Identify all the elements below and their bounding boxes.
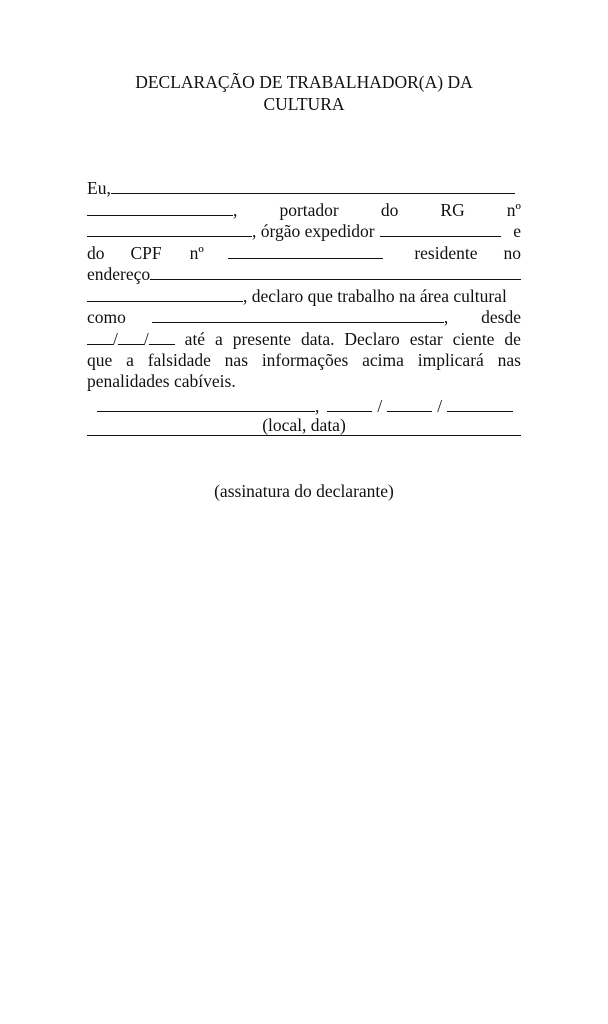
line-endereco	[87, 264, 521, 285]
comma: ,	[443, 307, 449, 327]
line-local-data-blanks	[97, 396, 517, 417]
endereco-blank-cont[interactable]	[87, 286, 243, 302]
word: implicará	[417, 350, 484, 370]
word: que	[87, 350, 113, 370]
word: CPF	[130, 243, 162, 263]
word: portador	[279, 200, 339, 220]
word: do	[87, 243, 105, 263]
since-day-blank[interactable]	[87, 329, 113, 345]
slash: /	[143, 329, 149, 349]
word: nº	[189, 243, 204, 263]
word: de	[504, 329, 521, 349]
funcao-blank[interactable]	[152, 307, 444, 323]
signature-line[interactable]	[87, 415, 521, 436]
word: falsidade	[147, 350, 211, 370]
word: no	[503, 243, 521, 263]
line-orgao	[87, 221, 521, 242]
word: estar	[409, 329, 443, 349]
word: nº	[506, 200, 521, 220]
word: até	[184, 329, 206, 349]
name-blank[interactable]	[111, 178, 515, 194]
month-blank[interactable]	[387, 396, 432, 412]
word: data.	[300, 329, 335, 349]
word: Declaro	[344, 329, 400, 349]
word: a	[126, 350, 134, 370]
signature-label: (assinatura do declarante)	[214, 481, 394, 501]
word: RG	[440, 200, 465, 220]
rg-blank[interactable]	[87, 221, 252, 237]
slash: /	[377, 396, 383, 416]
line-cpf	[87, 243, 521, 264]
label-orgao-expedidor: , órgão expedidor	[252, 221, 375, 241]
line-date-since	[87, 329, 521, 350]
word: presente	[232, 329, 292, 349]
year-blank[interactable]	[447, 396, 513, 412]
penalidades-text: penalidades cabíveis.	[87, 371, 236, 391]
word: residente	[414, 243, 478, 263]
slash: /	[113, 329, 118, 349]
name-blank-cont[interactable]	[87, 200, 233, 216]
local-blank[interactable]	[97, 396, 315, 412]
comma: ,	[315, 396, 320, 416]
word: a	[215, 329, 223, 349]
word: como	[87, 307, 126, 327]
since-month-blank[interactable]	[118, 329, 144, 345]
line-como	[87, 307, 521, 328]
line-area-cultural	[87, 286, 521, 307]
word: informações	[261, 350, 349, 370]
word: e	[513, 221, 521, 241]
document-title-line2: CULTURA	[263, 94, 345, 114]
line-name	[87, 178, 521, 199]
declaro-text: , declaro que trabalho na área cultural	[243, 286, 507, 306]
word: nas	[224, 350, 248, 370]
endereco-blank[interactable]	[150, 264, 521, 280]
line-falsidade	[87, 350, 521, 371]
since-year-blank[interactable]	[149, 329, 175, 345]
slash: /	[437, 396, 443, 416]
word: ciente	[452, 329, 495, 349]
word: do	[380, 200, 399, 220]
orgao-expedidor-blank[interactable]	[380, 221, 501, 237]
comma: ,	[233, 200, 238, 220]
label-eu: Eu,	[87, 178, 111, 198]
word: nas	[497, 350, 521, 370]
word: desde	[481, 307, 521, 327]
label-endereco: endereço	[87, 264, 151, 284]
word: acima	[362, 350, 404, 370]
document-title-line1: DECLARAÇÃO DE TRABALHADOR(A) DA	[135, 72, 473, 92]
line-penalidades	[87, 371, 521, 392]
line-rg	[87, 200, 521, 221]
local-data-label: (local, data)	[262, 415, 346, 435]
day-blank[interactable]	[327, 396, 372, 412]
cpf-blank[interactable]	[228, 243, 383, 259]
